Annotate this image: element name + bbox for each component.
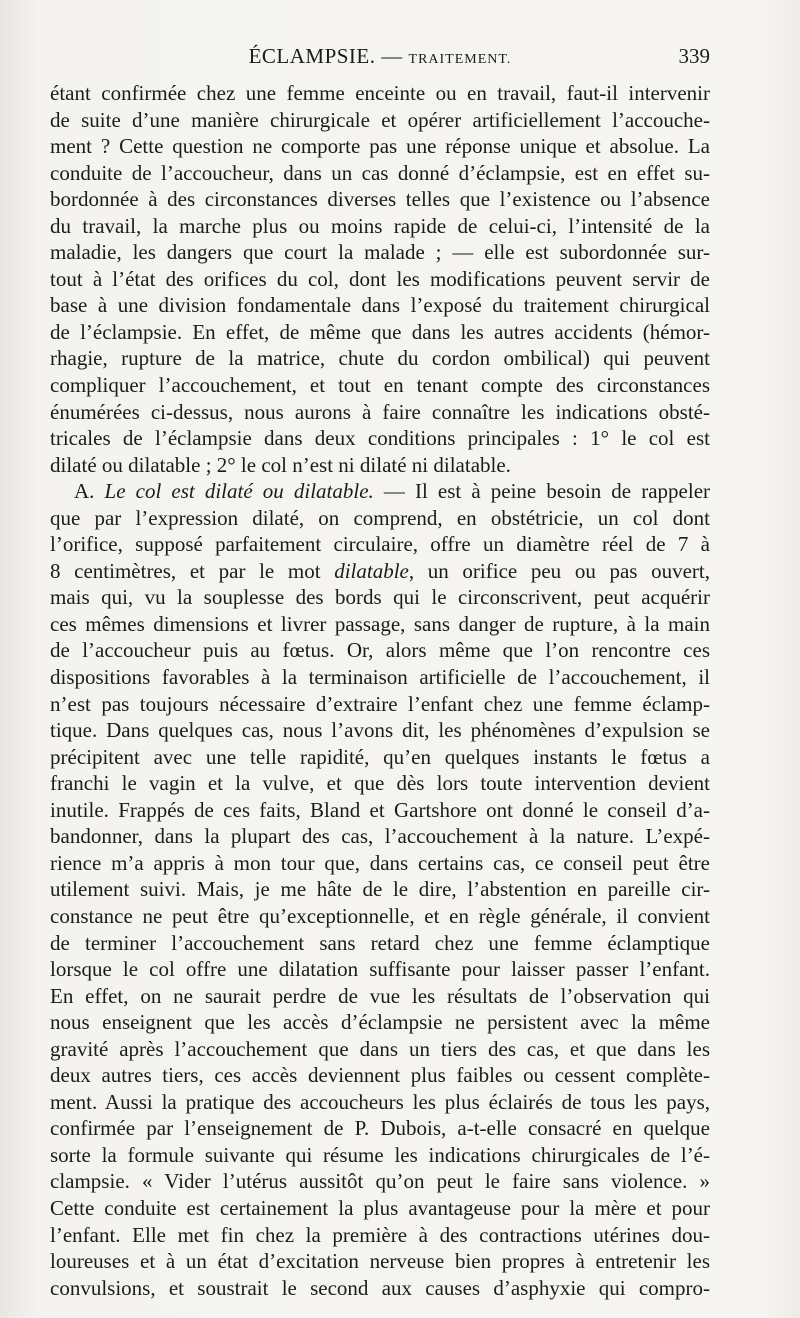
text-line: lorsque le col offre une dilatation suffisante pour laisser passer l’enfant.: [50, 957, 710, 982]
text-line: tricales de l’éclampsie dans deux conditions principales : 1° le col est: [50, 426, 710, 451]
text-line: rhagie, rupture de la matrice, chute du cordon ombilical) qui peuvent: [50, 346, 710, 371]
text-line: l’orifice, supposé parfaitement circulaire, offre un diamètre réel de 7 à: [50, 532, 710, 557]
text-line: inutile. Frappés de ces faits, Bland et Gartshore ont donné le conseil d’a-: [50, 797, 710, 822]
italic-segment: dilatable: [334, 558, 409, 583]
text-line: base à une division fondamentale dans l’exposé du traitement chirurgical: [50, 293, 710, 318]
text-line: tout à l’état des orifices du col, dont les modifications peuvent servir de: [50, 266, 710, 291]
text-line: constance ne peut être qu’exceptionnelle, et en règle générale, il convient: [50, 903, 710, 928]
text-line: utilement suivi. Mais, je me hâte de le dire, l’abstention en pareille cir-: [50, 877, 710, 902]
body-text: [50, 80, 710, 1301]
text-line: de l’éclampsie. En effet, de même que dans les autres accidents (hémor-: [50, 319, 710, 344]
text-line: bordonnée à des circonstances diverses telles que l’existence ou l’absence: [50, 187, 710, 212]
text-line: n’est pas toujours nécessaire d’extraire l’enfant chez une femme éclamp-: [50, 691, 710, 716]
text-line: confirmée par l’enseignement de P. Dubois, a-t-elle consacré en quelque: [50, 1116, 710, 1141]
text-line: En effet, on ne saurait perdre de vue les résultats de l’observation qui: [50, 983, 710, 1008]
text-line: tique. Dans quelques cas, nous l’avons dit, les phénomènes d’expulsion se: [50, 718, 710, 743]
text-line: maladie, les dangers que court la malade ; — elle est subordonnée sur-: [50, 240, 710, 265]
text-line: bandonner, dans la plupart des cas, l’accouchement à la nature. L’expé-: [50, 824, 710, 849]
text-line-segment: , un orifice peu ou pas ouvert,: [408, 558, 710, 583]
text-line: mais qui, vu la souplesse des bords qui le circonscrivent, peut acquérir: [50, 585, 710, 610]
text-line: rience m’a appris à mon tour que, dans certains cas, ce conseil peut être: [50, 850, 710, 875]
text-line: clampsie. « Vider l’utérus aussitôt qu’on peut le faire sans violence. »: [50, 1169, 710, 1194]
text-line: du travail, la marche plus ou moins rapide de celui-ci, l’intensité de la: [50, 213, 710, 238]
text-line: deux autres tiers, ces accès deviennent plus faibles ou cessent complète-: [50, 1063, 710, 1088]
text-line: que par l’expression dilaté, on comprend, en obstétricie, un col dont: [50, 505, 710, 530]
page-header: [50, 44, 710, 74]
text-line: de terminer l’accouchement sans retard chez une femme éclamptique: [50, 930, 710, 955]
text-line-segment: A.: [74, 479, 105, 504]
running-title-sub: TRAITEMENT.: [408, 52, 512, 67]
text-line: gravité après l’accouchement que dans un tiers des cas, et que dans les: [50, 1036, 710, 1061]
text-line-segment: 8 centimètres, et par le mot: [50, 558, 335, 583]
running-title-main: ÉCLAMPSIE. —: [248, 44, 403, 68]
text-line: franchi le vagin et la vulve, et que dès lors toute intervention devient: [50, 771, 710, 796]
text-line: convulsions, et soustrait le second aux causes d’asphyxie qui compro-: [50, 1275, 710, 1300]
text-line: loureuses et à un état d’excitation nerveuse bien propres à entretenir les: [50, 1249, 710, 1274]
text-line: conduite de l’accoucheur, dans un cas donné d’éclampsie, est en effet su-: [50, 160, 710, 185]
text-line: de suite d’une manière chirurgicale et opérer artificiellement l’accouche-: [50, 107, 710, 132]
text-line: dispositions favorables à la terminaison artificielle de l’accouchement, il: [50, 665, 710, 690]
running-title: [50, 44, 710, 69]
text-line: [50, 478, 710, 505]
text-line: énumérées ci-dessus, nous aurons à faire connaître les indications obsté-: [50, 399, 710, 424]
text-line: [50, 558, 710, 585]
italic-segment: Le col est dilaté ou dilatable.: [104, 479, 374, 504]
text-line-segment: — Il est à peine besoin de rappeler: [373, 479, 711, 504]
text-line: précipitent avec une telle rapidité, qu’en quelques instants le fœtus a: [50, 744, 710, 769]
text-line: étant confirmée chez une femme enceinte ou en travail, faut-il intervenir: [50, 81, 710, 105]
text-line: ment ? Cette question ne comporte pas une réponse unique et absolue. La: [50, 134, 710, 159]
text-line: l’enfant. Elle met fin chez la première à des contractions utérines dou-: [50, 1222, 710, 1247]
text-line: compliquer l’accouchement, et tout en tenant compte des circonstances: [50, 373, 710, 398]
text-line: Cette conduite est certainement la plus avantageuse pour la mère et pour: [50, 1195, 710, 1220]
text-line: sorte la formule suivante qui résume les indications chirurgicales de l’é-: [50, 1142, 710, 1167]
text-line: de l’accoucheur puis au fœtus. Or, alors même que l’on rencontre ces: [50, 638, 710, 663]
text-line: nous enseignent que les accès d’éclampsie ne persistent avec la même: [50, 1010, 710, 1035]
text-line: dilaté ou dilatable ; 2° le col n’est ni dilaté ni dilatable.: [50, 452, 511, 477]
page-number: 339: [678, 44, 710, 68]
text-line: ment. Aussi la pratique des accoucheurs les plus éclairés de tous les pays,: [50, 1089, 710, 1114]
text-line: ces mêmes dimensions et livrer passage, sans danger de rupture, à la main: [50, 611, 710, 636]
